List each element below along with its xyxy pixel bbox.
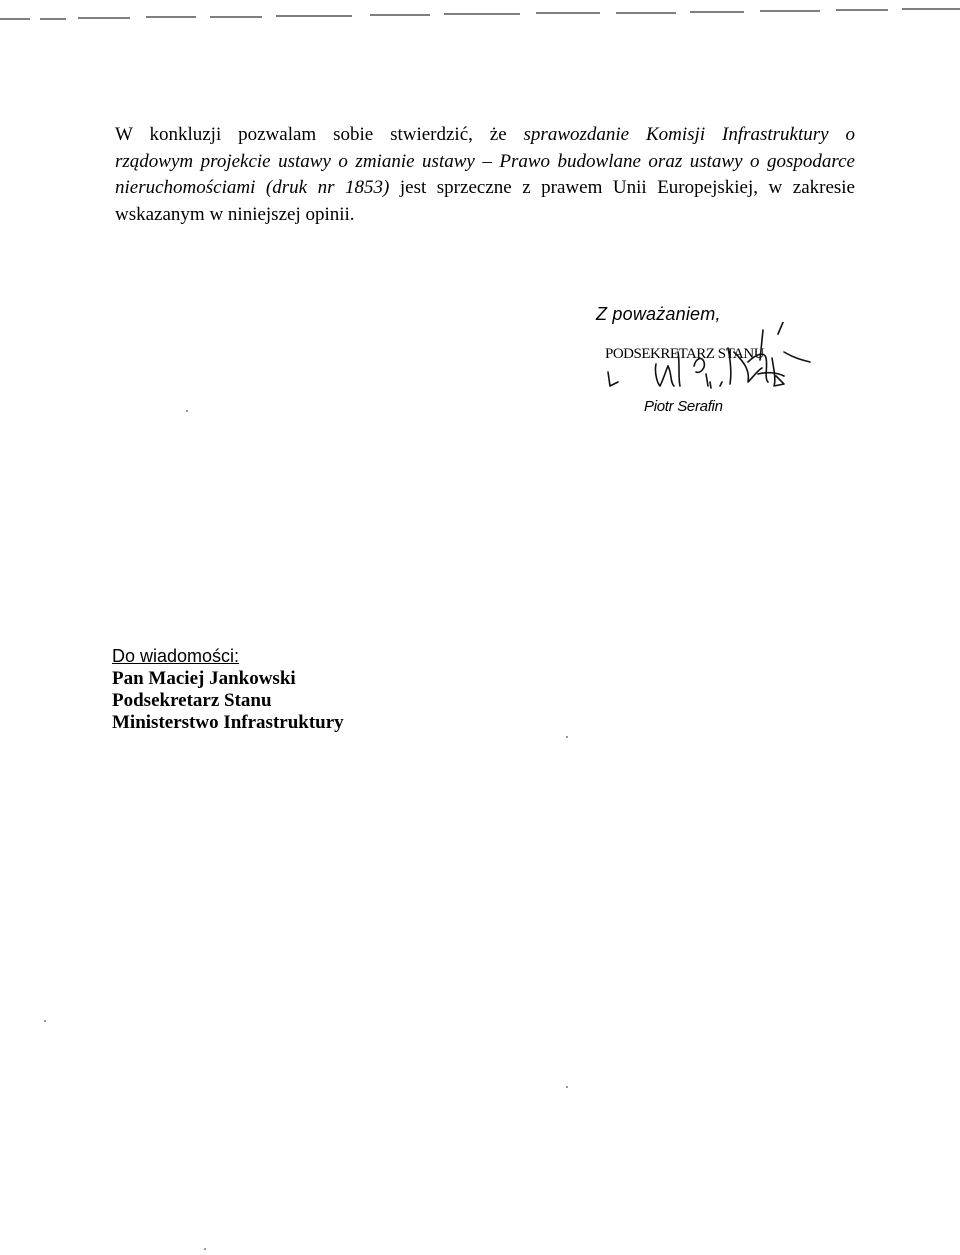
cc-recipient-name: Pan Maciej Jankowski: [112, 668, 296, 689]
cc-recipient-ministry: Ministerstwo Infrastruktury: [112, 712, 344, 733]
handwritten-signature: [598, 322, 818, 422]
stamp-title: PODSEKRETARZ STANU: [605, 346, 765, 362]
cc-recipients: [112, 645, 344, 734]
body-text-italic: rządowym projekcie ustawy o zmianie ustawy – Prawo budowlane oraz ustawy o gospodarce: [115, 150, 855, 172]
signer-name: Piotr Serafin: [644, 398, 723, 415]
body-text: wskazanym w niniejszej opinii.: [115, 203, 355, 225]
body-text-italic: sprawozdanie Komisji Infrastruktury o: [523, 124, 855, 145]
signature-stamp-block: [598, 322, 818, 422]
scan-speck: [566, 736, 568, 738]
scan-edge-dashes: [0, 6, 960, 20]
body-line: [115, 149, 855, 176]
cc-recipient-position: Podsekretarz Stanu: [112, 690, 272, 711]
body-text: jest sprzeczne z prawem Unii Europejskiej, w zakresie: [389, 177, 855, 198]
scan-speck: [566, 1086, 568, 1088]
body-line: [115, 122, 855, 149]
scan-speck: [204, 1248, 206, 1250]
scan-speck: [44, 1020, 46, 1022]
cc-title: Do wiadomości:: [112, 646, 240, 666]
scan-speck: [186, 410, 188, 412]
body-text: W konkluzji pozwalam sobie stwierdzić, że: [115, 124, 524, 145]
closing-salutation: Z poważaniem,: [596, 304, 721, 324]
body-paragraph: [115, 122, 855, 228]
body-text-italic: nieruchomościami (druk nr 1853): [115, 177, 390, 198]
body-line: [115, 175, 855, 202]
body-line: [115, 202, 855, 229]
